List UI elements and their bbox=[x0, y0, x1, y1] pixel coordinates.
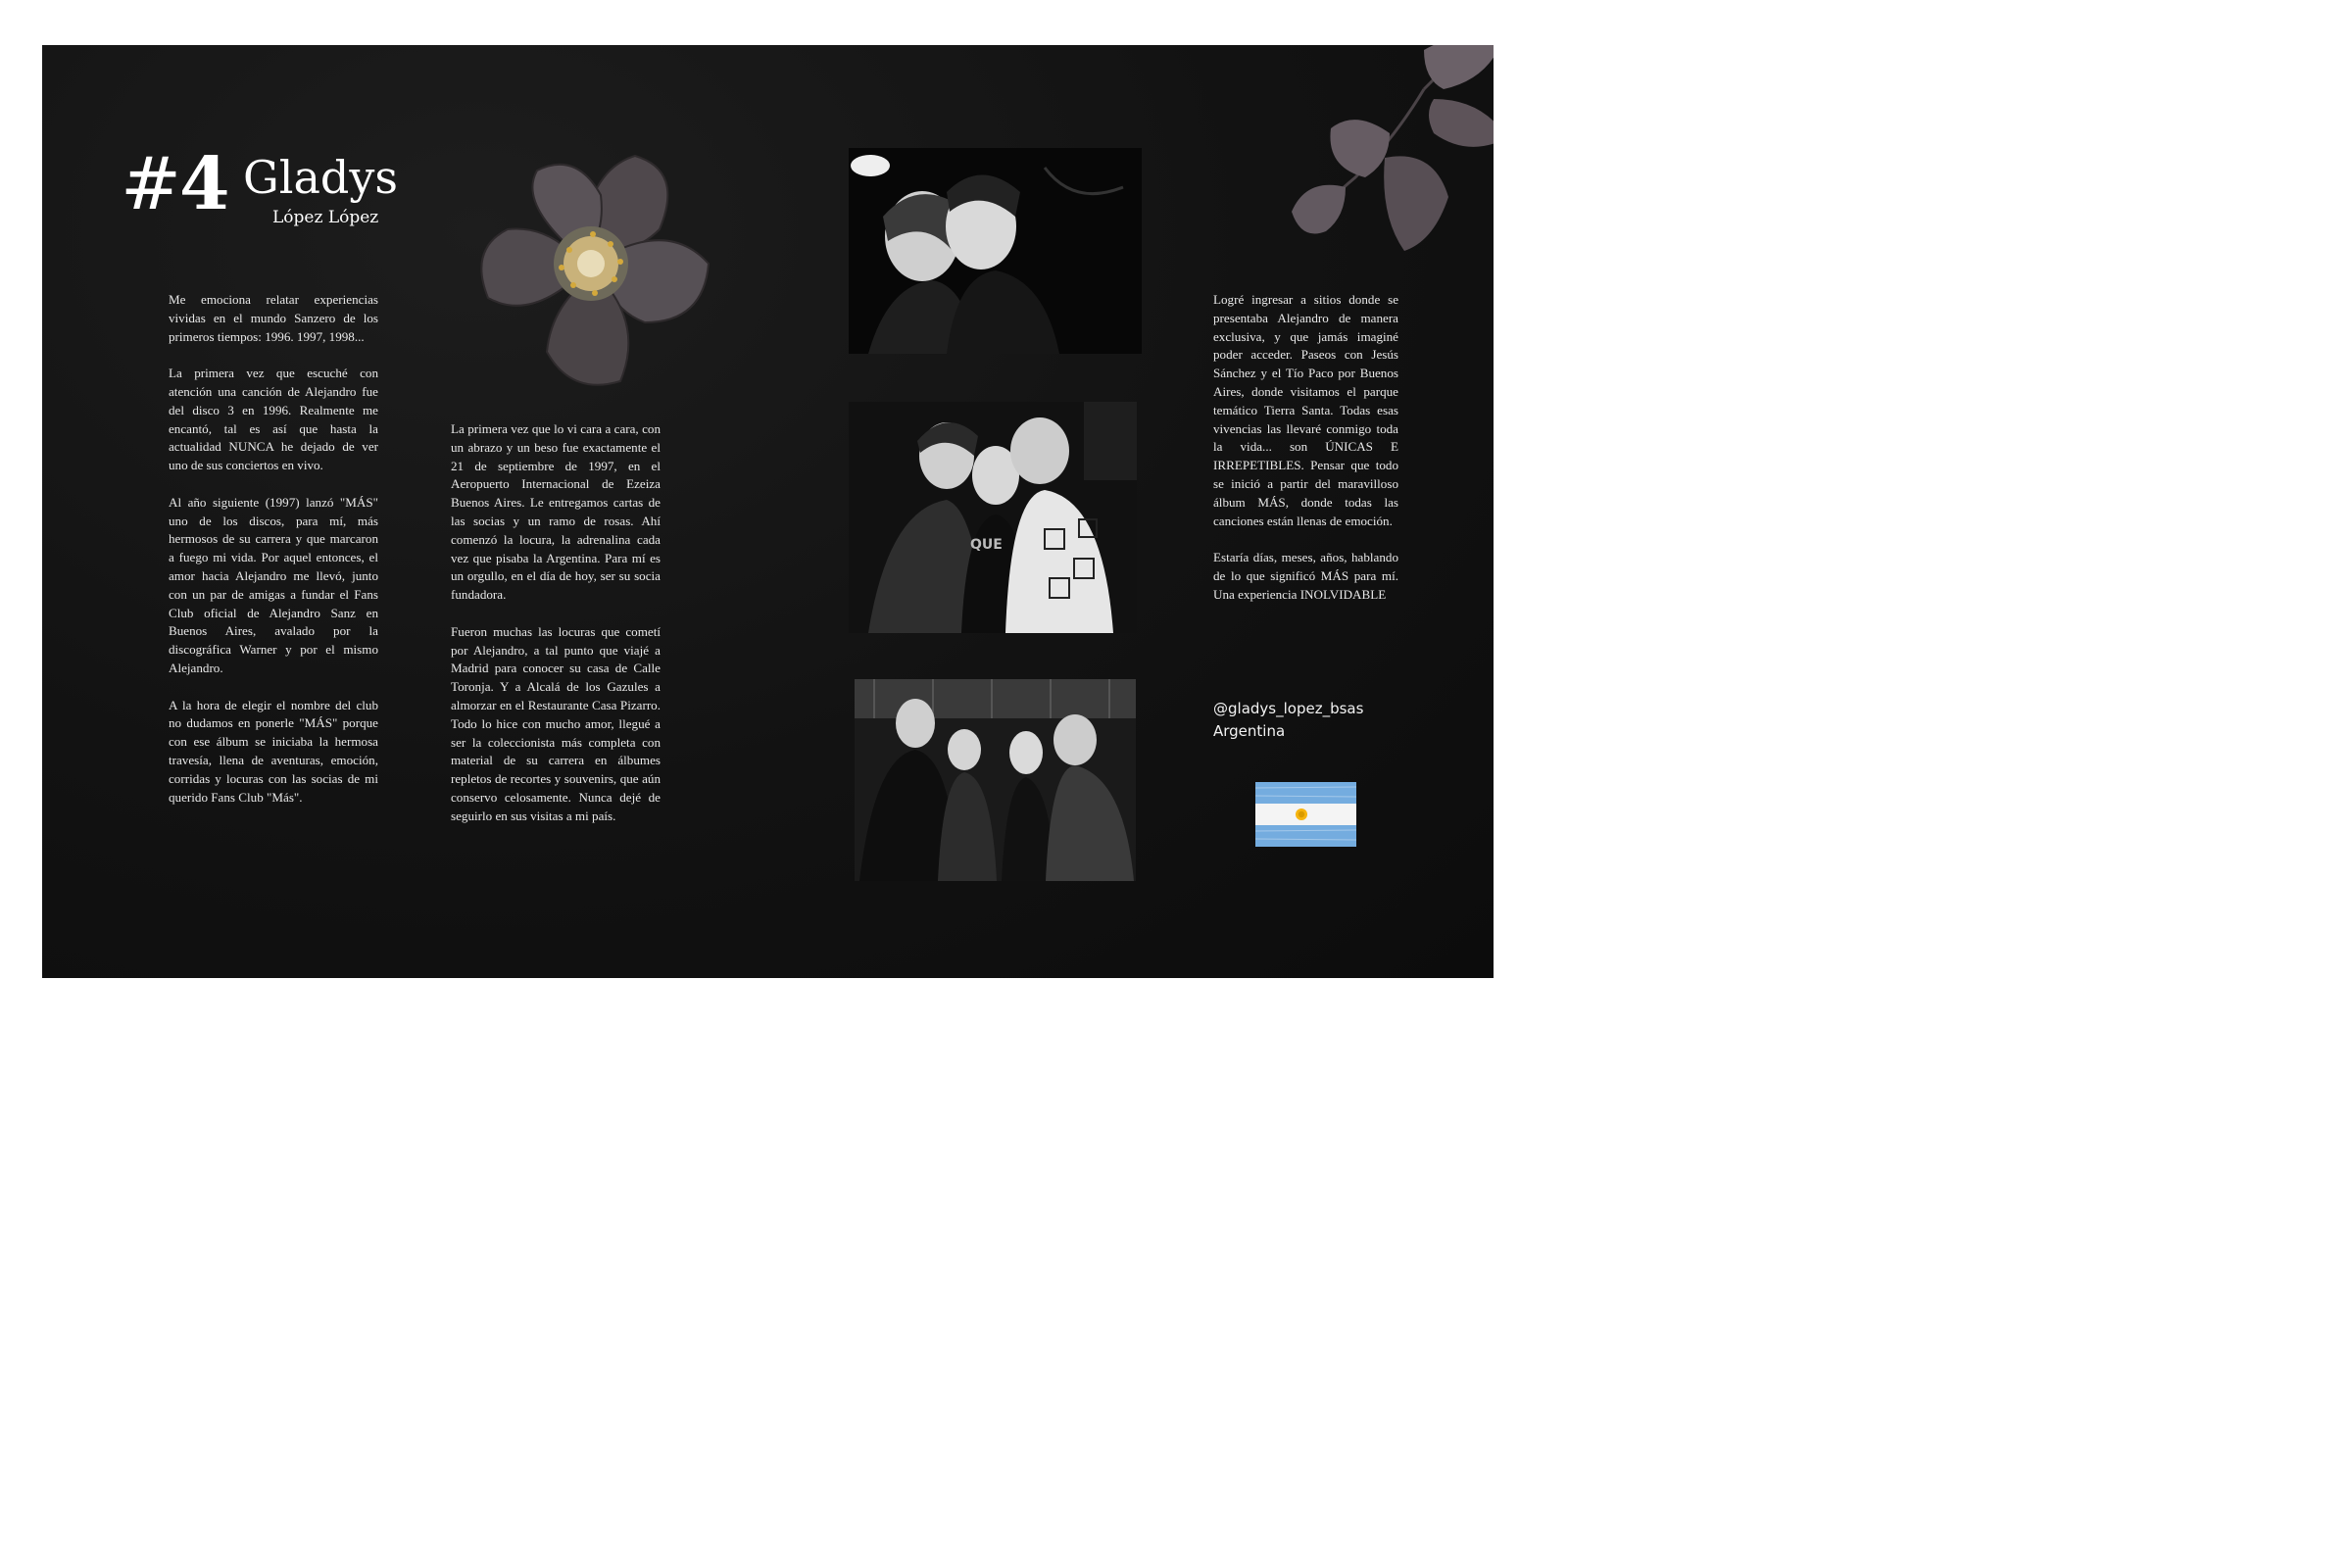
paragraph: La primera vez que escuché con atención una canción de Alejandro fue del disco 3 en 1996. Realmente me encantó, tal es así que hasta la actualidad NUNCA he dejado de ver uno de sus conciertos en vivo. bbox=[169, 366, 378, 473]
photo-illustration bbox=[849, 402, 1137, 633]
person-name: Gladys bbox=[243, 151, 398, 204]
photo-gladys-with-alejandro bbox=[849, 148, 1142, 354]
photo-group-four bbox=[855, 679, 1136, 881]
article-column-1 bbox=[169, 291, 378, 807]
leaf-branch-illustration bbox=[1287, 45, 1494, 266]
flower-illustration bbox=[464, 138, 723, 398]
person-surname: López López bbox=[272, 208, 379, 227]
social-contact bbox=[1213, 698, 1363, 743]
argentina-flag-icon bbox=[1255, 782, 1356, 847]
paragraph: La primera vez que lo vi cara a cara, con un abrazo y un beso fue exactamente el 21 de septiembre de 1997, en el Aeropuerto Internacional de Ezeiza Buenos Aires. Le entregamos cartas de las socias y un ramo de rosas. Ahí comenzó la locura, la adrenalina cada vez que pisaba la Argentina. Para mí es un orgullo, en el día de hoy, ser su socia fundadora. bbox=[451, 421, 661, 603]
photo-illustration bbox=[849, 148, 1142, 354]
paragraph: Logré ingresar a sitios donde se presentaba Alejandro de manera exclusiva, y que jamás imaginé poder acceder. Paseos con Jesús Sánchez y el Tío Paco por Buenos Aires, donde visitamos el parque temático Tierra Santa. Todas esas vivencias las llevaré conmigo toda la vida... son ÚNICAS E IRREPETIBLES. Pensar que todo se inició a partir del maravilloso álbum MÁS, donde todas las canciones están llenas de emoción. bbox=[1213, 292, 1398, 528]
paragraph: Al año siguiente (1997) lanzó "MÁS" uno de los discos, para mí, más hermosos de su carrera y que marcaron a fuego mi vida. Por aquel entonces, el amor hacia Alejandro me llevó, junto con un par de amigas a fundar el Fans Club oficial de Alejandro Sanz en Buenos Aires, avalado por la discográfica Warner y por el mismo Alejandro. bbox=[169, 494, 378, 675]
article-column-2 bbox=[451, 420, 661, 826]
country-label: Argentina bbox=[1213, 722, 1286, 740]
paragraph: Fueron muchas las locuras que cometí por Alejandro, a tal punto que viajé a Madrid para conocer su casa de Calle Toronja. Y a Alcalá de los Gazules a almorzar en el Restaurante Casa Pizarro. Todo lo hice con mucho amor, llegué a ser la coleccionista más completa con material de su carrera en álbumes repletos de recortes y souvenirs, que aún conservo celosamente. Nunca dejé de seguirlo en sus visitas a mi país. bbox=[451, 623, 661, 823]
instagram-handle: @gladys_lopez_bsas bbox=[1213, 700, 1364, 717]
hash-sign: # bbox=[121, 142, 180, 226]
paragraph: Me emociona relatar experiencias vividas en el mundo Sanzero de los primeros tiempos: 1996. 1997, 1998... bbox=[169, 292, 378, 344]
article-column-3 bbox=[1213, 291, 1398, 605]
photo-illustration bbox=[855, 679, 1136, 881]
photo-group-three bbox=[849, 402, 1137, 633]
paragraph: Estaría días, meses, años, hablando de lo que significó MÁS para mí. Una experiencia INOLVIDABLE bbox=[1213, 550, 1398, 602]
number: 4 bbox=[179, 142, 228, 226]
magazine-spread bbox=[42, 45, 1494, 978]
feature-number bbox=[121, 142, 228, 226]
paragraph: A la hora de elegir el nombre del club no dudamos en ponerle "MÁS" porque con ese álbum se iniciaba la hermosa travesía, llena de aventuras, emoción, corridas y locuras con las socias de mi querido Fans Club "Más". bbox=[169, 697, 378, 805]
svg-text:QUE: QUE bbox=[970, 537, 1003, 553]
